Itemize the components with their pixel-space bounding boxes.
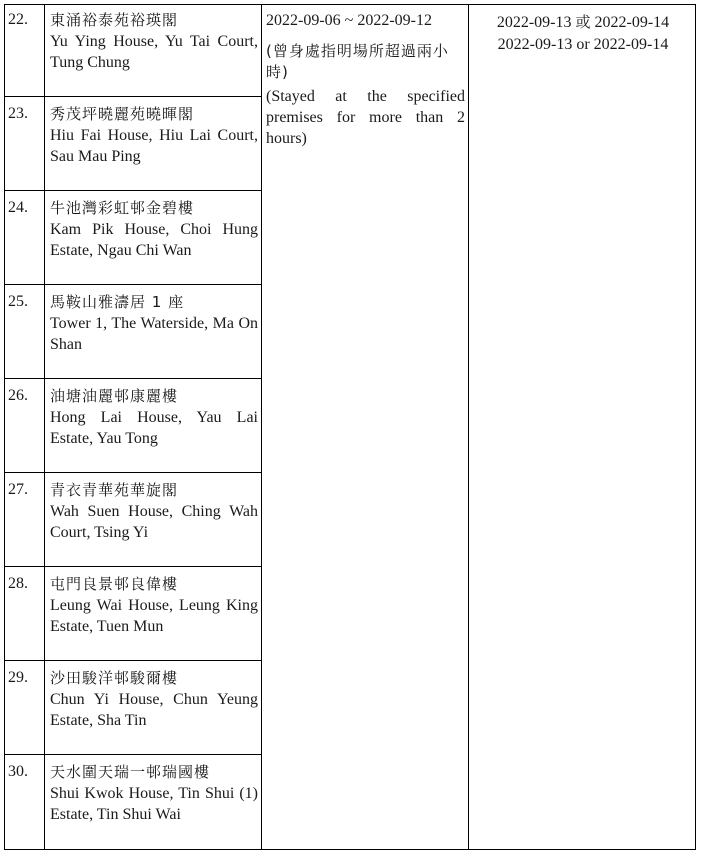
stay-note-en: (Stayed at the specified premises for more than 2 hours): [266, 88, 465, 147]
premises-name-en: Yu Ying House, Yu Tai Court, Tung Chung: [50, 33, 258, 71]
premises-name-en: Shui Kwok House, Tin Shui (1) Estate, Tin Shui Wai: [50, 785, 258, 823]
row-divider: [4, 378, 262, 379]
row-number: 23.: [8, 105, 28, 122]
premises-name-en: Leung Wai House, Leung King Estate, Tuen Mun: [50, 597, 258, 635]
table-border-top: [4, 4, 696, 5]
table-border-bottom: [4, 849, 696, 850]
premises-name: [50, 574, 258, 637]
row-number: 29.: [8, 669, 28, 686]
row-number: 26.: [8, 387, 28, 404]
premises-name: [50, 480, 258, 543]
testing-date-1: 2022-09-13: [496, 14, 572, 31]
testing-dates-en: 2022-09-13 or 2022-09-14: [497, 36, 669, 53]
premises-name-en: Chun Yi House, Chun Yeung Estate, Sha Tin: [50, 691, 258, 729]
document-table: [4, 4, 696, 850]
column-divider: [261, 4, 262, 850]
row-divider: [4, 754, 262, 755]
premises-name-en: Tower 1, The Waterside, Ma On Shan: [50, 315, 258, 353]
premises-name-zh: 油塘油麗邨康麗樓: [50, 387, 179, 405]
column-divider: [468, 4, 469, 850]
visit-date-range: 2022-09-06 ~ 2022-09-12: [266, 12, 432, 29]
row-number: 27.: [8, 481, 28, 498]
testing-dates-zh: [470, 11, 696, 34]
premises-name: [50, 198, 258, 261]
premises-name: [50, 104, 258, 167]
row-number: 30.: [8, 763, 28, 780]
premises-name-zh: 牛池灣彩虹邨金碧樓: [50, 199, 195, 217]
premises-name: [50, 762, 258, 825]
row-divider: [4, 566, 262, 567]
premises-name-zh: 天水圍天瑞一邨瑞國樓: [50, 763, 211, 781]
row-divider: [4, 472, 262, 473]
testing-dates-cell: [470, 11, 696, 56]
premises-name-en: Wah Suen House, Ching Wah Court, Tsing Yi: [50, 503, 258, 541]
row-number: 24.: [8, 199, 28, 216]
testing-or-zh: 或: [575, 13, 591, 31]
premises-name: [50, 292, 258, 355]
premises-name-en: Hiu Fai House, Hiu Lai Court, Sau Mau Ping: [50, 127, 258, 165]
premises-name-zh: 馬鞍山雅濤居 1 座: [50, 293, 185, 311]
premises-name: [50, 10, 258, 73]
premises-name-zh: 屯門良景邨良偉樓: [50, 575, 179, 593]
table-border-right: [695, 4, 696, 850]
testing-date-2: 2022-09-14: [594, 14, 670, 31]
visit-period-cell: [266, 10, 465, 149]
premises-name-en: Kam Pik House, Choi Hung Estate, Ngau Chi Wan: [50, 221, 258, 259]
row-number: 25.: [8, 293, 28, 310]
premises-name-zh: 秀茂坪曉麗苑曉暉閣: [50, 105, 195, 123]
premises-name-zh: 沙田駿洋邨駿爾樓: [50, 669, 179, 687]
row-divider: [4, 96, 262, 97]
premises-name-zh: 青衣青華苑華旋閣: [50, 481, 179, 499]
premises-name: [50, 386, 258, 449]
premises-name: [50, 668, 258, 731]
premises-name-en: Hong Lai House, Yau Lai Estate, Yau Tong: [50, 409, 258, 447]
stay-note-zh: (曾身處指明場所超過兩小時): [266, 42, 449, 81]
premises-name-zh: 東涌裕泰苑裕瑛閣: [50, 11, 179, 29]
column-divider: [44, 4, 45, 850]
row-divider: [4, 190, 262, 191]
row-number: 22.: [8, 11, 28, 28]
row-divider: [4, 284, 262, 285]
table-border-left: [4, 4, 5, 850]
row-divider: [4, 660, 262, 661]
row-number: 28.: [8, 575, 28, 592]
